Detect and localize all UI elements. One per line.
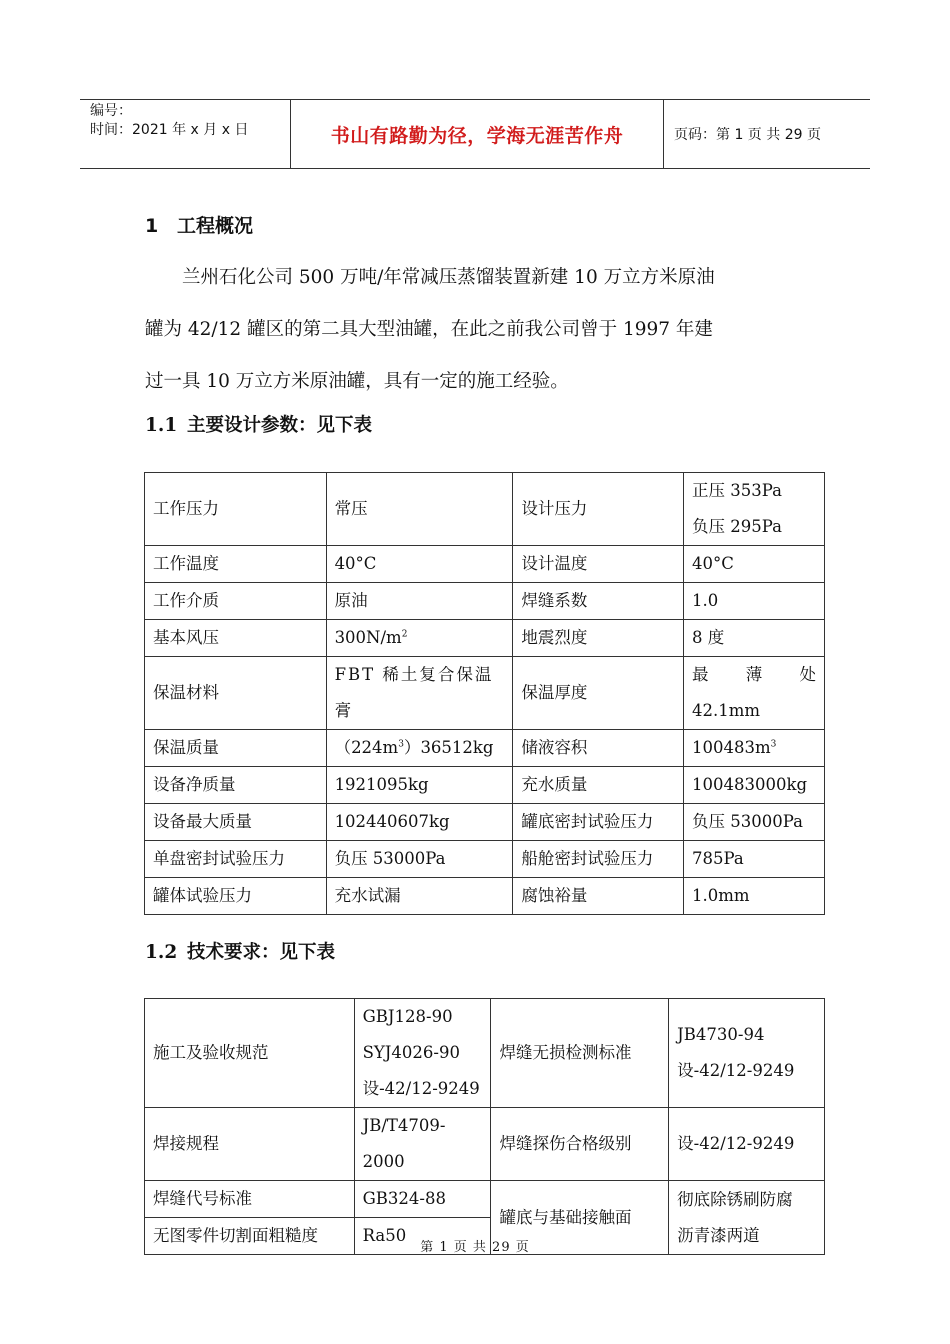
table-cell: 100483000kg [683, 767, 824, 804]
superscript: 2 [401, 629, 408, 640]
table-cell: 1.0mm [683, 878, 824, 915]
table-cell: 设-42/12-9249 [669, 1108, 825, 1181]
section-1-heading [145, 211, 253, 238]
table-cell: 工作介质 [145, 583, 327, 620]
table-cell: 常压 [326, 473, 513, 546]
table-row [145, 878, 825, 915]
table-row [145, 1108, 825, 1181]
table-cell [354, 999, 491, 1108]
table-cell: 1921095kg [326, 767, 513, 804]
table-cell: 单盘密封试验压力 [145, 841, 327, 878]
table-cell: 充水试漏 [326, 878, 513, 915]
cell-text: ）36512kg [403, 738, 494, 757]
table-cell: 施工及验收规范 [145, 999, 355, 1108]
section-1-1-heading [145, 411, 372, 437]
cell-line: FBT 稀土复合保温 [334, 665, 494, 684]
cell-line: JB4730-94 [677, 1025, 765, 1044]
table-row [145, 804, 825, 841]
table-cell: 保温质量 [145, 730, 327, 767]
table-cell [683, 730, 824, 767]
table-cell: 无图零件切割面粗糙度 [145, 1218, 355, 1255]
document-number-label: 编号： [90, 103, 132, 119]
table-cell: 罐体试验压力 [145, 878, 327, 915]
cell-line: 设-42/12-9249 [677, 1061, 795, 1080]
paragraph-line: 罐为 42/12 罐区的第二具大型油罐，在此之前我公司曾于 1997 年建 [145, 319, 713, 340]
table-row [145, 730, 825, 767]
table-cell: 40°C [326, 546, 513, 583]
superscript: 3 [398, 739, 404, 750]
table-cell: 充水质量 [513, 767, 684, 804]
design-parameters-table [144, 472, 825, 915]
section-title: 技术要求：见下表 [187, 942, 336, 963]
table-cell: 焊缝系数 [513, 583, 684, 620]
table-cell [683, 473, 824, 546]
cell-line: 膏 [334, 701, 352, 720]
cell-line: 42.1mm [691, 701, 761, 720]
table-cell: 设备最大质量 [145, 804, 327, 841]
paragraph-line: 过一具 10 万立方米原油罐，具有一定的施工经验。 [145, 371, 569, 392]
table-cell: 船舱密封试验压力 [513, 841, 684, 878]
header-motto: 书山有路勤为径，学海无涯苦作舟 [291, 100, 664, 168]
section-number: 1 [145, 215, 159, 237]
cell-text: 300N/m [334, 628, 402, 647]
section-title: 主要设计参数：见下表 [187, 415, 373, 436]
cell-line [692, 657, 816, 693]
table-cell: 102440607kg [326, 804, 513, 841]
table-cell: 设备净质量 [145, 767, 327, 804]
table-cell: 储液容积 [513, 730, 684, 767]
table-cell: 焊缝代号标准 [145, 1181, 355, 1218]
table-cell: 焊缝无损检测标准 [491, 999, 669, 1108]
table-cell: 785Pa [683, 841, 824, 878]
table-cell [669, 999, 825, 1108]
section-1-paragraph [145, 252, 815, 408]
cell-text: 最 [691, 665, 709, 684]
section-number: 1.2 [145, 942, 178, 963]
section-number: 1.1 [145, 415, 178, 436]
table-row [145, 620, 825, 657]
table-cell: 保温材料 [145, 657, 327, 730]
table-row [145, 999, 825, 1108]
cell-line: 设-42/12-9249 [362, 1079, 480, 1098]
table-row [145, 473, 825, 546]
cell-text: （224m [334, 738, 399, 757]
table-cell: 腐蚀裕量 [513, 878, 684, 915]
table-cell: 焊缝探伤合格级别 [491, 1108, 669, 1181]
table-cell: 1.0 [683, 583, 824, 620]
table-cell [326, 657, 513, 730]
table-cell: 设计压力 [513, 473, 684, 546]
table-cell: 基本风压 [145, 620, 327, 657]
cell-line: 正压 353Pa [691, 481, 782, 500]
page-header [80, 99, 870, 169]
document-date: 时间：2021 年 x 月 x 日 [90, 122, 249, 138]
superscript: 3 [770, 739, 777, 750]
table-cell: 设计温度 [513, 546, 684, 583]
table-cell: 地震烈度 [513, 620, 684, 657]
table-cell: 原油 [326, 583, 513, 620]
table-row [145, 767, 825, 804]
table-row [145, 1181, 825, 1218]
cell-text: 100483m [691, 738, 771, 757]
table-cell: 8 度 [683, 620, 824, 657]
table-cell: 罐底与基础接触面 [491, 1181, 669, 1255]
table-cell: JB/T4709-2000 [354, 1108, 491, 1181]
section-title: 工程概况 [177, 215, 254, 237]
table-cell: GB324-88 [354, 1181, 491, 1218]
technical-requirements-table [144, 998, 825, 1255]
table-cell: 负压 53000Pa [326, 841, 513, 878]
table-cell: 40°C [683, 546, 824, 583]
cell-text: 处 [799, 665, 816, 684]
table-row [145, 841, 825, 878]
table-cell: Ra50 [354, 1218, 491, 1255]
table-cell [326, 620, 513, 657]
table-cell [326, 730, 513, 767]
table-cell: 焊接规程 [145, 1108, 355, 1181]
table-cell: 负压 53000Pa [683, 804, 824, 841]
table-cell: 罐底密封试验压力 [513, 804, 684, 841]
cell-line: 彻底除锈刷防腐 [677, 1189, 793, 1209]
paragraph-line: 兰州石化公司 500 万吨/年常减压蒸馏装置新建 10 万立方米原油 [182, 267, 715, 288]
cell-line: 沥青漆两道 [677, 1225, 760, 1245]
table-row [145, 583, 825, 620]
table-cell: 工作压力 [145, 473, 327, 546]
section-1-2-heading [145, 938, 335, 964]
cell-line: 负压 295Pa [691, 517, 782, 536]
page-footer: 第 1 页 共 29 页 [420, 1240, 530, 1255]
table-cell [683, 657, 824, 730]
cell-text: 薄 [745, 665, 763, 684]
cell-line: SYJ4026-90 [362, 1043, 460, 1062]
table-cell: 工作温度 [145, 546, 327, 583]
table-row [145, 546, 825, 583]
table-row [145, 657, 825, 730]
header-left [80, 100, 291, 168]
cell-line: GBJ128-90 [362, 1007, 453, 1026]
table-cell: 保温厚度 [513, 657, 684, 730]
header-page-info: 页码：第 1 页 共 29 页 [674, 127, 821, 143]
